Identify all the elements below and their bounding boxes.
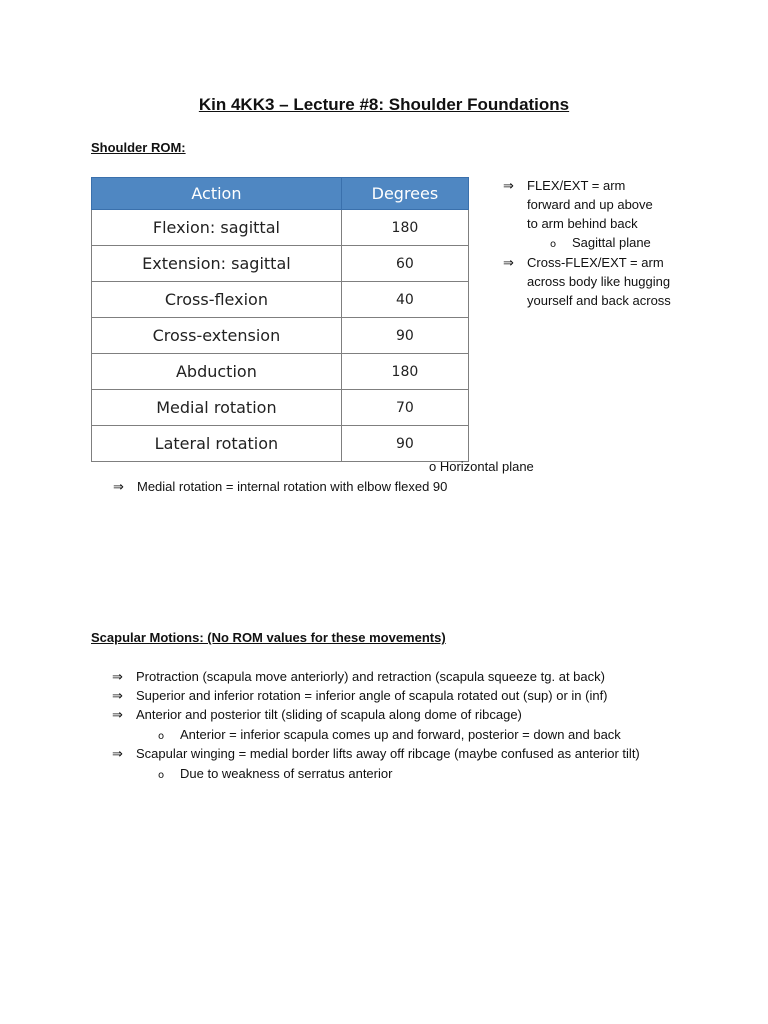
action-cell: Cross-flexion — [92, 282, 342, 318]
horizontal-plane-note: o Horizontal plane — [429, 459, 534, 474]
degrees-cell: 40 — [341, 282, 468, 318]
action-cell: Extension: sagittal — [92, 246, 342, 282]
scapular-item-protraction: ⇒ Protraction (scapula move anteriorly) and retraction (scapula squeeze tg. at back) — [112, 669, 605, 685]
side-note-cross: ⇒ Cross-FLEX/EXT = arm — [503, 255, 664, 271]
scapular-item-tilt: ⇒ Anterior and posterior tilt (sliding of scapula along dome of ribcage) — [112, 707, 522, 723]
table-row — [92, 354, 469, 390]
action-cell: Cross-extension — [92, 318, 342, 354]
degrees-cell: 60 — [341, 246, 468, 282]
table-row — [92, 282, 469, 318]
shoulder-rom-table — [91, 177, 469, 462]
page-title: Kin 4KK3 – Lecture #8: Shoulder Foundations — [198, 95, 570, 114]
table-row — [92, 426, 469, 462]
scapular-subitem-tilt: o Anterior = inferior scapula comes up and forward, posterior = down and back — [158, 725, 621, 746]
column-header-degrees: Degrees — [341, 178, 468, 210]
table-row — [92, 246, 469, 282]
degrees-cell: 180 — [341, 354, 468, 390]
shoulder-rom-heading: Shoulder ROM: — [91, 140, 186, 155]
bullet-icon: o — [550, 239, 557, 250]
table-row — [92, 390, 469, 426]
side-note-cross-line: across body like hugging — [527, 274, 671, 289]
arrow-icon: ⇒ — [112, 708, 123, 723]
scapular-item-winging: ⇒ Scapular winging = medial border lifts away off ribcage (maybe confused as anterior tilt) — [112, 746, 640, 762]
action-cell: Medial rotation — [92, 390, 342, 426]
degrees-cell: 180 — [341, 210, 468, 246]
degrees-cell: 90 — [341, 318, 468, 354]
arrow-icon: ⇒ — [503, 256, 514, 271]
arrow-icon: ⇒ — [112, 747, 123, 762]
arrow-icon: ⇒ — [112, 670, 123, 685]
scapular-subitem-winging: o Due to weakness of serratus anterior — [158, 764, 392, 785]
side-note-flex-line: forward and up above — [527, 197, 653, 212]
scapular-item-rotation: ⇒ Superior and inferior rotation = inferior angle of scapula rotated out (sup) or in (inf) — [112, 688, 608, 704]
arrow-icon: ⇒ — [113, 480, 124, 495]
arrow-icon: ⇒ — [112, 689, 123, 704]
action-cell: Flexion: sagittal — [92, 210, 342, 246]
side-note-cross-line: yourself and back across — [527, 293, 671, 308]
side-note-flex-line: to arm behind back — [527, 216, 638, 231]
bullet-icon: o — [158, 731, 165, 742]
table-row — [92, 318, 469, 354]
bullet-icon: o — [158, 770, 165, 781]
side-note-flex-sub: o Sagittal plane — [550, 233, 651, 254]
column-header-action: Action — [92, 178, 342, 210]
arrow-icon: ⇒ — [503, 179, 514, 194]
table-header-row — [92, 178, 469, 210]
medial-rotation-note: ⇒ Medial rotation = internal rotation with elbow flexed 90 — [113, 479, 448, 495]
action-cell: Abduction — [92, 354, 342, 390]
scapular-heading: Scapular Motions: (No ROM values for these movements) — [91, 630, 446, 645]
table-row — [92, 210, 469, 246]
side-note-flex: ⇒ FLEX/EXT = arm — [503, 178, 626, 194]
degrees-cell: 70 — [341, 390, 468, 426]
action-cell: Lateral rotation — [92, 426, 342, 462]
degrees-cell: 90 — [341, 426, 468, 462]
